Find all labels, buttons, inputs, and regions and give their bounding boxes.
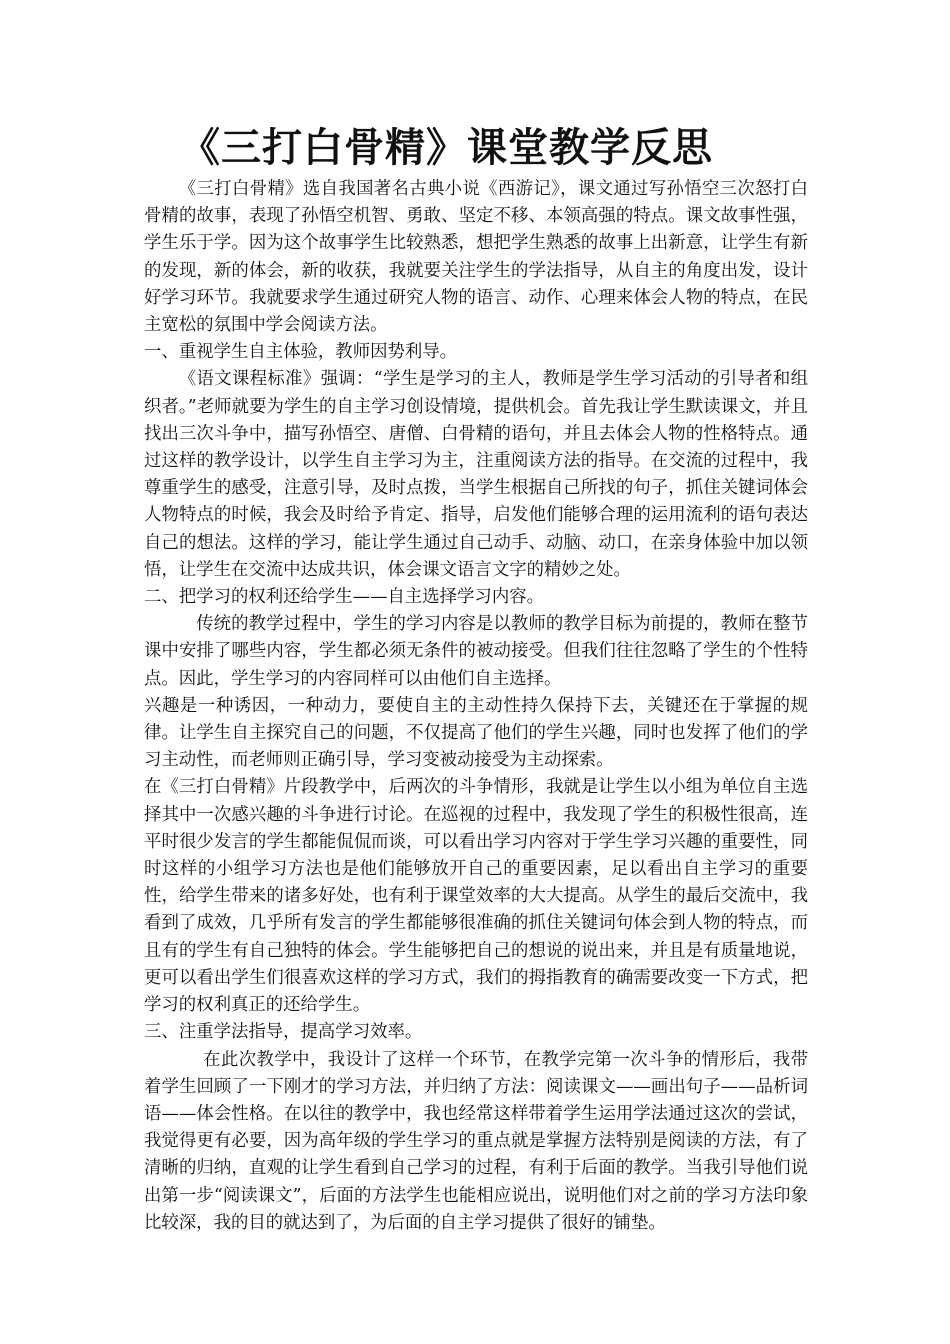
body-paragraph: 在《三打白骨精》片段教学中，后两次的斗争情形，我就是让学生以小组为单位自主选择其中一次感兴趣的斗争进行讨论。在巡视的过程中，我发现了学生的积极性很高，连平时很少发言的学生都能侃侃而谈，可以看出学习内容对于学生学习兴趣的重要性，同时这样的小组学习方法也是他们能够放开自己的重要因素，足以看出自主学习的重要性，给学生带来的诸多好处，也有利于课堂效率的大大提高。从学生的最后交流中，我看到了成效，几乎所有发言的学生都能够很准确的抓住关键词句体会到人物的特点，而且有的学生有自己独特的体会。学生能够把自己的想说的说出来，并且是有质量地说，更可以看出学生们很喜欢这样的学习方式，我们的拇指教育的确需要改变一下方式，把学习的权利真正的还给学生。 [144,777,808,1016]
document-body [144,176,808,1237]
section-heading-2: 二、把学习的权利还给学生——自主选择学习内容。 [144,587,544,608]
intro-paragraph: 《三打白骨精》选自我国著名古典小说《西游记》，课文通过写孙悟空三次怒打白骨精的故事，表现了孙悟空机智、勇敢、坚定不移、本领高强的特点。课文故事性强，学生乐于学。因为这个故事学生比较熟悉，想把学生熟悉的故事上出新意，让学生有新的发现，新的体会，新的收获，我就要关注学生的学法指导，从自主的角度出发，设计好学习环节。我就要求学生通过研究人物的语言、动作、心理来体会人物的特点，在民主宽松的氛围中学会阅读方法。 [144,179,808,336]
section-heading-1: 一、重视学生自主体验，教师因势利导。 [144,342,458,363]
body-paragraph: 在此次教学中，我设计了这样一个环节，在教学完第一次斗争的情形后，我带着学生回顾了一下刚才的学习方法，并归纳了方法：阅读课文——画出句子——品析词语——体会性格。在以往的教学中，我也经常这样带着学生运用学法通过这次的尝试，我觉得更有必要，因为高年级的学生学习的重点就是掌握方法特别是阅读的方法，有了清晰的归纳，直观的让学生看到自己学习的过程，有利于后面的教学。当我引导他们说出第一步“阅读课文”，后面的方法学生也能相应说出，说明他们对之前的学习方法印象比较深，我的目的就达到了，为后面的自主学习提供了很好的铺垫。 [144,1049,808,1233]
body-paragraph: 《语文课程标准》强调：“学生是学习的主人，教师是学生学习活动的引导者和组织者。”老师就要为学生的自主学习创设情境，提供机会。首先我让学生默读课文，并且找出三次斗争中，描写孙悟空、唐僧、白骨精的语句，并且去体会人物的性格特点。通过这样的教学设计，以学生自主学习为主，注重阅读方法的指导。在交流的过程中，我尊重学生的感受，注意引导，及时点拨，当学生根据自己所找的句子，抓住关键词体会人物特点的时候，我会及时给予肯定、指导，启发他们能够合理的运用流利的语句表达自己的想法。这样的学习，能让学生通过自己动手、动脑、动口，在亲身体验中加以领悟，让学生在交流中达成共识，体会课文语言文字的精妙之处。 [144,369,808,580]
body-paragraph: 兴趣是一种诱因，一种动力，要使自主的主动性持久保持下去，关键还在于掌握的规律。让学生自主探究自己的问题，不仅提高了他们的学生兴趣，同时也发挥了他们的学习主动性，而老师则正确引导，学习变被动接受为主动探索。 [144,695,808,771]
body-paragraph: 传统的教学过程中，学生的学习内容是以教师的教学目标为前提的，教师在整节课中安排了哪些内容，学生都必须无条件的被动接受。但我们往往忽略了学生的个性特点。因此，学生学习的内容同样可以由他们自主选择。 [144,614,808,689]
document-title: 《三打白骨精》课堂教学反思 [180,125,713,171]
section-heading-3: 三、注重学法指导，提高学习效率。 [144,1022,423,1043]
